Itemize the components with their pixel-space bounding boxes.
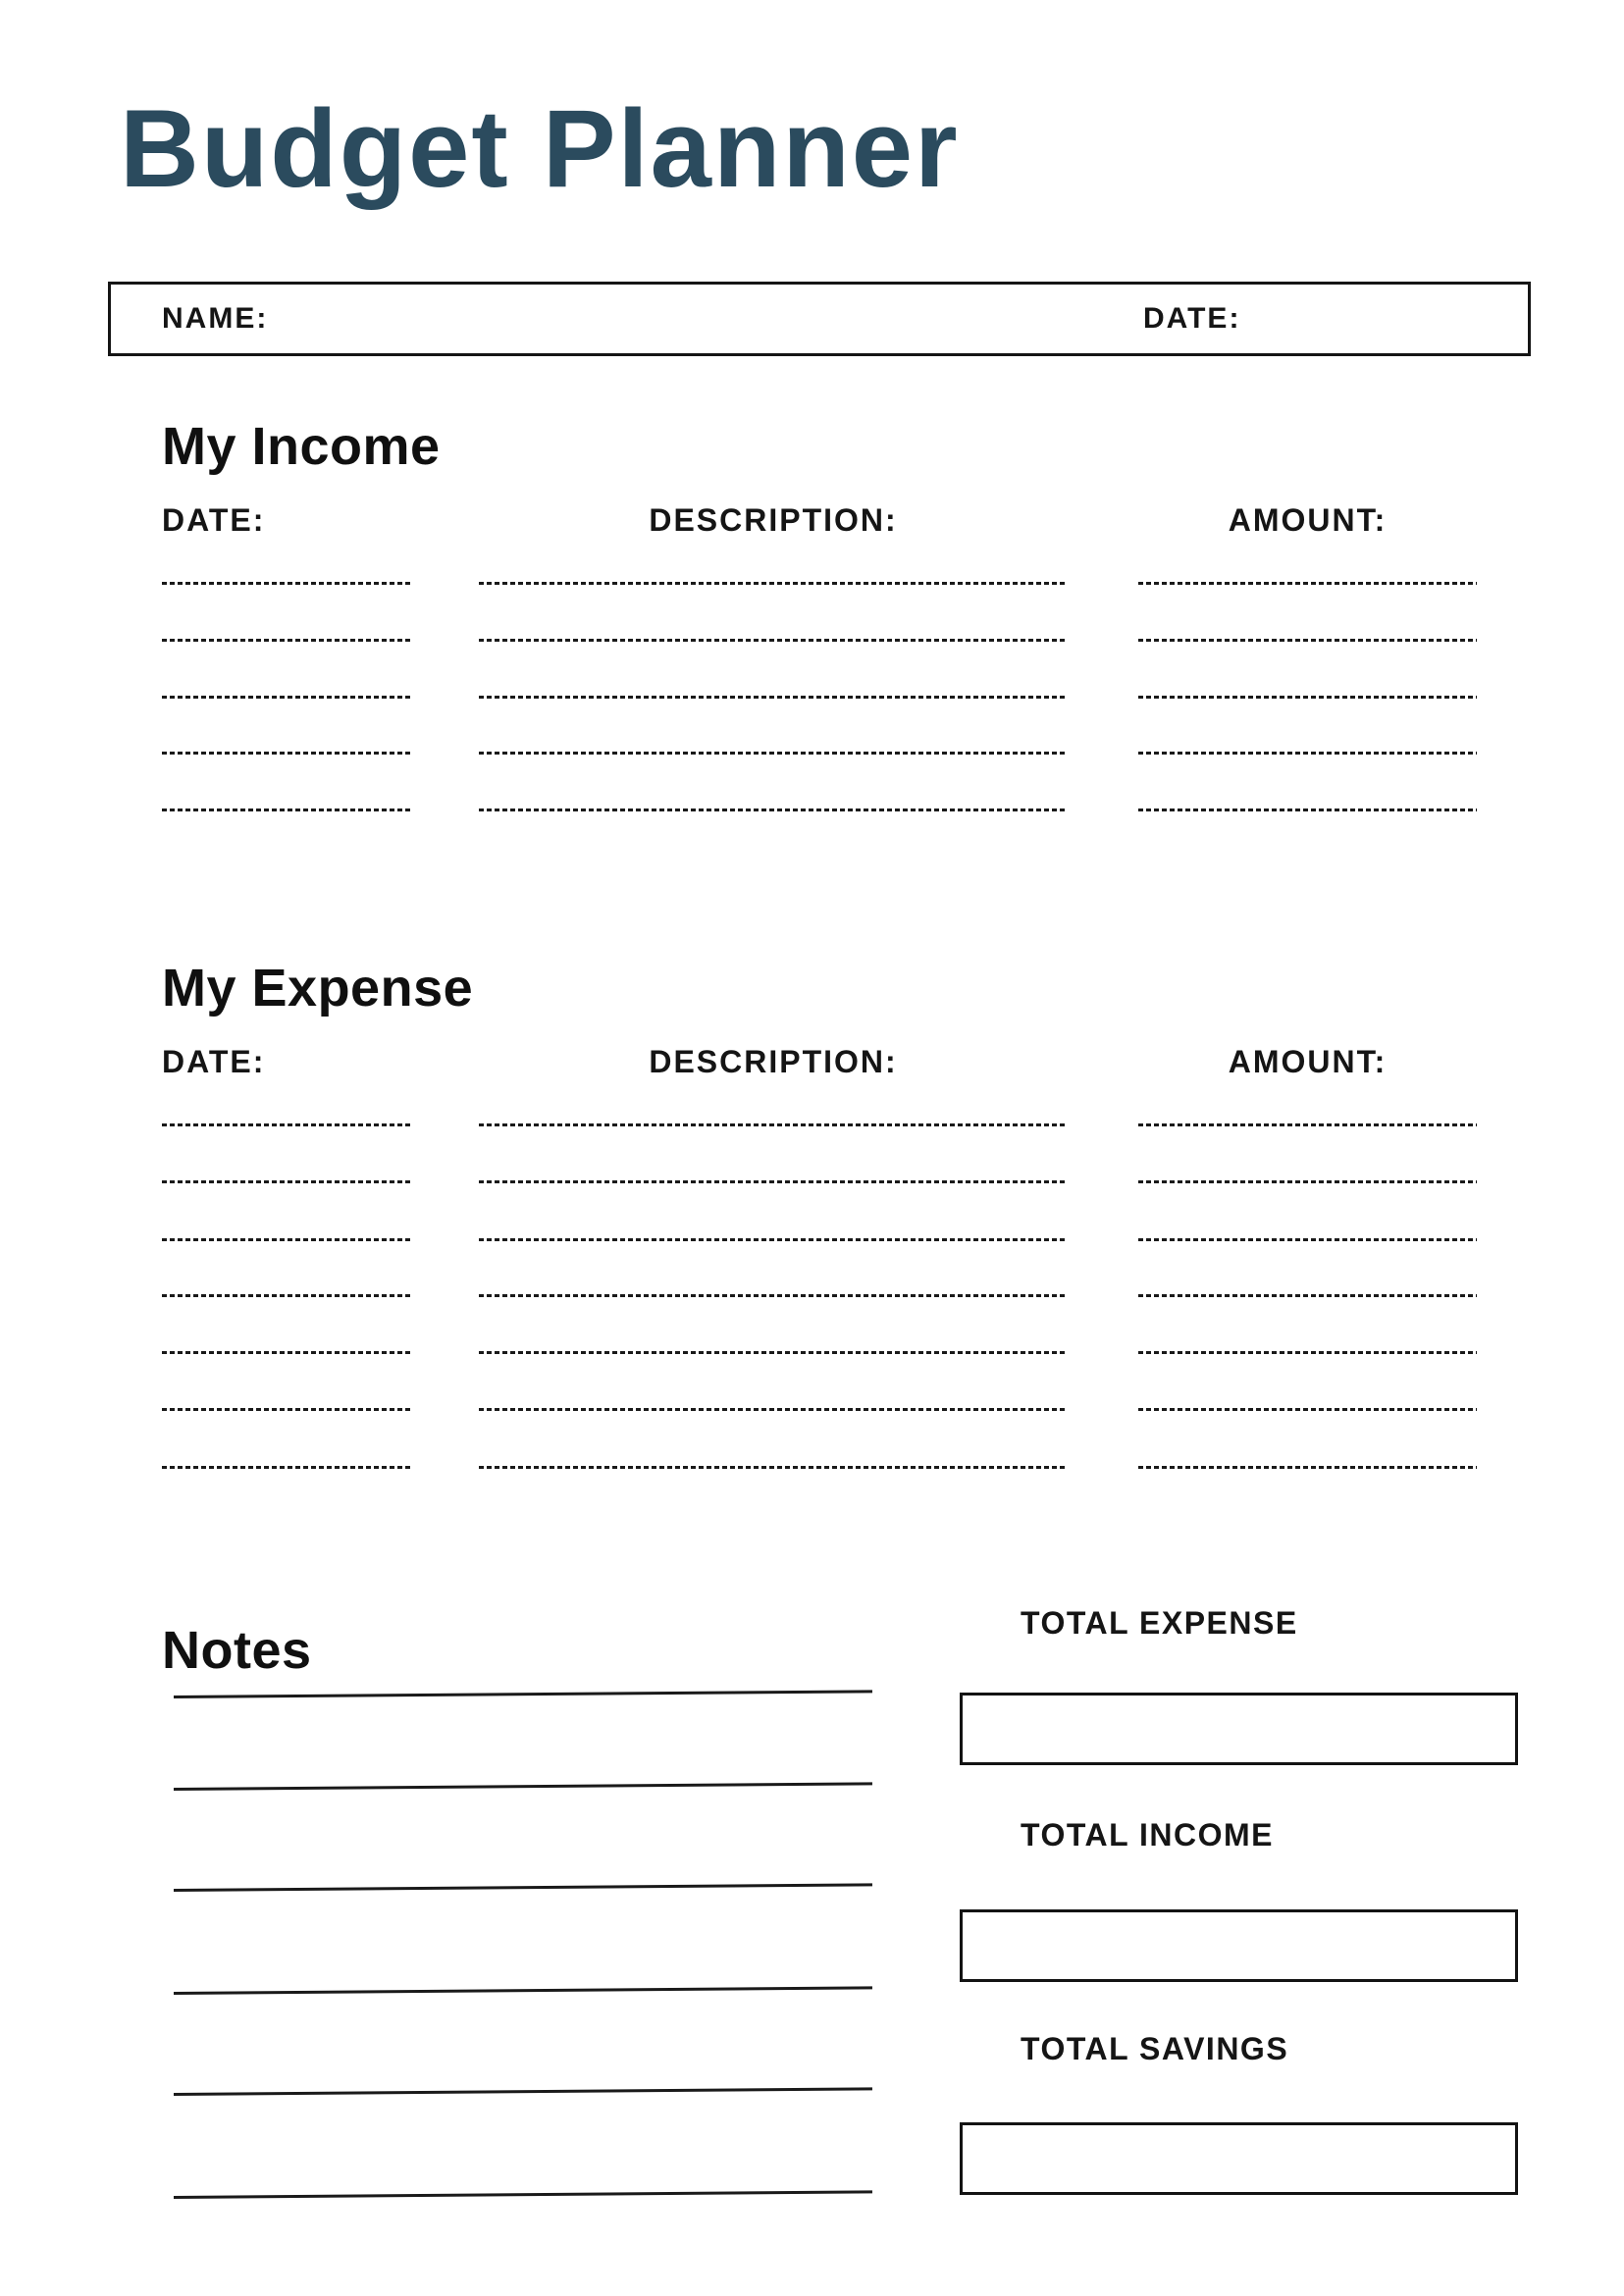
expense-column-amount: AMOUNT: <box>1228 1044 1388 1079</box>
fill-in-dashed-line <box>479 1466 1068 1469</box>
fill-in-dashed-line <box>1138 809 1477 811</box>
fill-in-dashed-line <box>1138 1180 1477 1183</box>
fill-in-dashed-line <box>1138 639 1477 642</box>
fill-in-dashed-line <box>479 639 1068 642</box>
fill-in-dashed-line <box>1138 1294 1477 1297</box>
fill-in-dashed-line <box>162 639 412 642</box>
fill-in-dashed-line <box>1138 1408 1477 1411</box>
notes-ruled-line <box>174 1883 872 1892</box>
fill-in-dashed-line <box>162 752 412 755</box>
fill-in-dashed-line <box>162 1408 412 1411</box>
fill-in-dashed-line <box>479 1123 1068 1126</box>
fill-in-dashed-line <box>162 809 412 811</box>
total-expense-label: TOTAL EXPENSE <box>1021 1605 1298 1641</box>
date-label: DATE: <box>1143 302 1241 335</box>
fill-in-dashed-line <box>479 582 1068 585</box>
expense-column-date: DATE: <box>162 1044 266 1079</box>
income-column-description: DESCRIPTION: <box>649 502 898 538</box>
fill-in-dashed-line <box>479 1408 1068 1411</box>
notes-ruled-line <box>174 1986 872 1995</box>
total-income-box <box>960 1909 1518 1982</box>
fill-in-dashed-line <box>162 696 412 699</box>
fill-in-dashed-line <box>162 1466 412 1469</box>
fill-in-dashed-line <box>1138 1351 1477 1354</box>
income-column-amount: AMOUNT: <box>1228 502 1388 538</box>
notes-ruled-line <box>174 1782 872 1791</box>
fill-in-dashed-line <box>479 752 1068 755</box>
income-column-date: DATE: <box>162 502 266 538</box>
notes-ruled-line <box>174 2087 872 2096</box>
fill-in-dashed-line <box>1138 1123 1477 1126</box>
fill-in-dashed-line <box>479 696 1068 699</box>
fill-in-dashed-line <box>1138 696 1477 699</box>
expense-column-description: DESCRIPTION: <box>649 1044 898 1079</box>
name-date-box <box>108 282 1531 356</box>
name-label: NAME: <box>162 302 269 335</box>
fill-in-dashed-line <box>162 1238 412 1241</box>
expense-section-title: My Expense <box>162 959 474 1018</box>
fill-in-dashed-line <box>162 1351 412 1354</box>
page-title: Budget Planner <box>120 87 960 210</box>
total-income-label: TOTAL INCOME <box>1021 1817 1274 1852</box>
fill-in-dashed-line <box>162 1294 412 1297</box>
notes-ruled-line <box>174 2190 872 2199</box>
fill-in-dashed-line <box>1138 1466 1477 1469</box>
fill-in-dashed-line <box>162 582 412 585</box>
fill-in-dashed-line <box>1138 582 1477 585</box>
notes-section-title: Notes <box>162 1621 312 1680</box>
notes-ruled-line <box>174 1690 872 1698</box>
total-expense-box <box>960 1693 1518 1765</box>
fill-in-dashed-line <box>479 1238 1068 1241</box>
fill-in-dashed-line <box>1138 752 1477 755</box>
total-savings-box <box>960 2122 1518 2195</box>
fill-in-dashed-line <box>479 1351 1068 1354</box>
total-savings-label: TOTAL SAVINGS <box>1021 2031 1289 2066</box>
fill-in-dashed-line <box>479 809 1068 811</box>
fill-in-dashed-line <box>479 1294 1068 1297</box>
fill-in-dashed-line <box>1138 1238 1477 1241</box>
fill-in-dashed-line <box>162 1180 412 1183</box>
income-section-title: My Income <box>162 417 441 476</box>
fill-in-dashed-line <box>162 1123 412 1126</box>
fill-in-dashed-line <box>479 1180 1068 1183</box>
